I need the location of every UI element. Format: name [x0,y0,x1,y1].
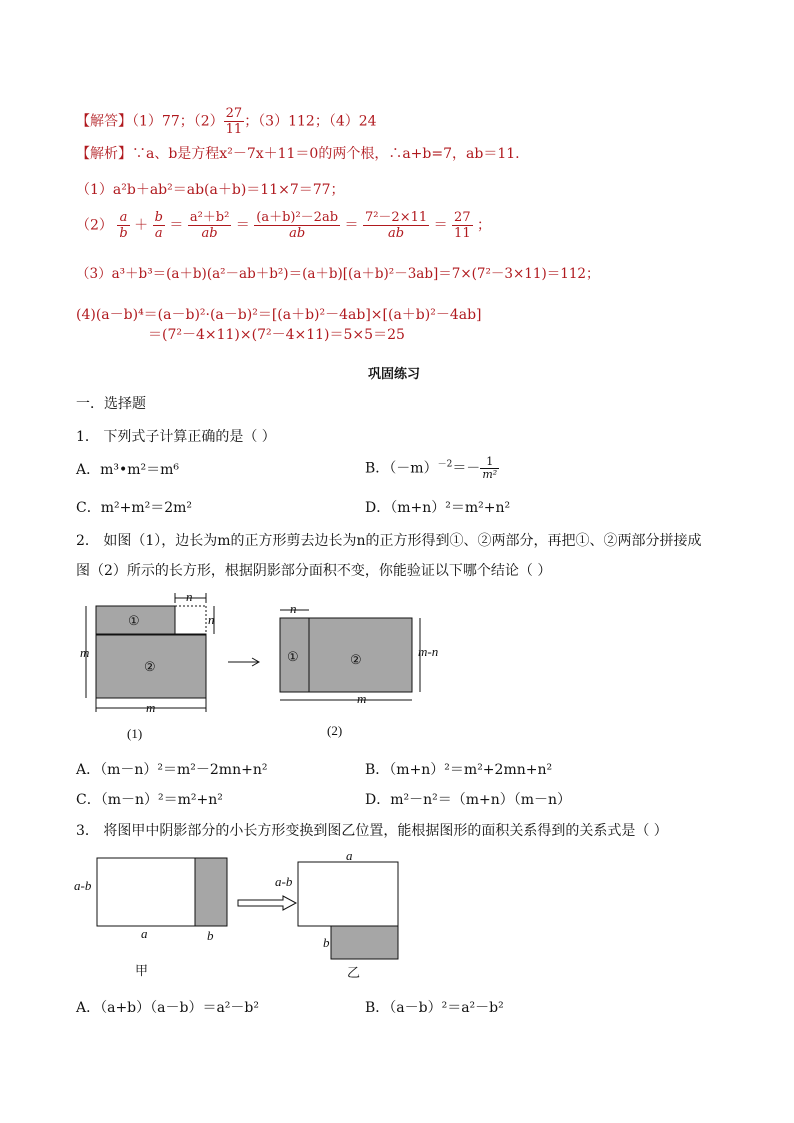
step-2-frac-6: $\frac{27}{11}$ [454,210,471,241]
q1-option-b: B．$(-m)^{-2}=-$ $\frac{1}{\text{m²}}$ [365,455,498,481]
yi-label-a: a [346,848,353,863]
step-2-frac-2: $\frac{b}{a}$ [154,210,163,241]
jia-label-b: b [207,928,214,943]
q1-option-d: D．（m+n）²＝m²+n² [365,500,511,516]
step-4-line-1: (4)(a－b)⁴＝(a－b)²·(a－b)²＝[(a＋b)²－4ab]×[(a＋b)²－4ab] [76,307,482,323]
section-title: 巩固练习 [368,367,421,382]
fig1-label-m-bottom: m [146,700,156,715]
step-3: （3）a³＋b³＝(a＋b)(a²－ab＋b²)＝(a＋b)[(a＋b)²－3ab]＝7×(7²－3×11)＝112； [76,266,600,282]
step-2-frac-1: $\frac{a}{b}$ [119,210,128,241]
fig2-label-n-top: n [290,601,297,616]
q3-option-a: A．（a+b）（a－b）＝a²－b² [76,1000,259,1016]
answer-part1: （1）77；（2） [132,113,224,130]
step-4-line-2: ＝(7²－4×11)×(7²－4×11)＝5×5＝25 [148,327,405,343]
jia-label-a: a [141,926,148,941]
q3-arrow-shape [238,896,296,910]
step-2-prefix: （2） [76,217,113,234]
fig2-label-m-n: m-n [418,644,439,659]
yi-caption: 乙 [347,965,361,980]
fig1-label-part1: ① [128,613,140,628]
step-2: （2） $\frac{a}{b}$ ＋ $\frac{b}{a}$ ＝ $\frac{\text{a²＋b²}}{ab}$ ＝ $\frac{\text{(a＋b)²－2ab}}{ab}$ ＝ $\frac{\text{7²－2×11}}{ab}$ ＝ $\frac{27}{11}$ ； [76,210,492,241]
q2-stem-line-2: 图（2）所示的长方形，根据阴影部分面积不变，你能验证以下哪个结论（ ） [76,563,552,579]
q3-figure-yi [298,862,398,959]
fig1-label-part2: ② [144,659,156,674]
q1-option-c: C．m²+m²＝2m² [76,500,193,516]
q2-option-d: D．m²－n²＝（m+n）（m－n） [365,792,572,808]
fig1-label-n-side: n [208,612,215,627]
q3-stem: 3． 将图甲中阴影部分的小长方形变换到图乙位置，能根据图形的面积关系得到的关系式是（ ） [76,823,668,839]
jia-shade [195,858,227,926]
analysis-label: 【解析】 [76,146,132,162]
q2-option-b: B．（m+n）²＝m²+2mn+n² [365,762,553,778]
step-2-frac-5: $\frac{\text{7²－2×11}}{ab}$ [364,210,428,241]
fig2-caption: (2) [327,723,343,738]
yi-label-side: a-b [275,874,293,889]
q1-option-a: A．m³•m²＝m⁶ [76,462,180,478]
q2-stem-line-1: 2． 如图（1），边长为m的正方形剪去边长为n的正方形得到①、②两部分，再把①、②两部分拼接成 [76,533,702,549]
fig1-label-m-left: m [80,645,90,660]
answer-part2: ；（3）112；（4）24 [244,113,377,130]
fig2-label-part2: ② [350,652,362,667]
answer-frac-num: 27 [225,106,243,121]
q3-arrow [238,896,296,910]
q2-option-a: A．（m－n）²＝m²－2mn+n² [76,762,268,778]
yi-outline [298,862,398,926]
fig1-label-n-top: n [186,589,193,604]
step-2-frac-4: $\frac{\text{(a＋b)²－2ab}}{ab}$ [256,210,339,241]
fig2-label-part1: ① [287,649,299,664]
q2-option-c: C．（m－n）²＝m²+n² [76,792,223,808]
answer-frac-den: 11 [225,122,243,137]
yi-label-b: b [323,935,330,950]
yi-shade [331,926,398,959]
analysis-text: ∵a、b是方程x²－7x＋11＝0的两个根，∴a+b=7，ab＝11. [132,146,520,162]
fig2-label-m-bottom: m [357,691,367,706]
answer-label: 【解答】 [76,113,132,130]
fig1-caption: (1) [127,726,143,741]
step-1: （1）a²b＋ab²＝ab(a＋b)＝11×7＝77； [76,182,345,198]
q3-option-b: B．（a－b）²＝a²－b² [365,1000,504,1016]
q1-stem: 1． 下列式子计算正确的是（ ） [76,429,276,445]
section-heading: 一．选择题 [76,396,146,412]
q3-figure-jia [97,858,227,926]
step-2-frac-3: $\frac{\text{a²＋b²}}{ab}$ [189,210,230,241]
jia-caption: 甲 [135,963,149,978]
jia-label-side: a-b [74,878,92,893]
